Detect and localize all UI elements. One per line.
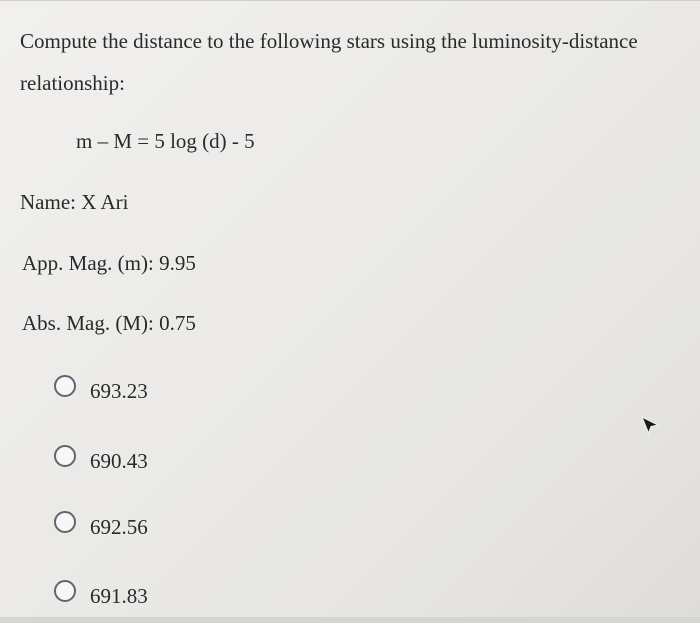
question-text-line1: Compute the distance to the following stars using the luminosity-distance (20, 29, 638, 53)
option-label: 690.43 (90, 449, 148, 473)
answer-option-2[interactable] (54, 440, 148, 472)
answer-option-4[interactable] (54, 575, 148, 607)
question-text-line2: relationship: (20, 71, 125, 95)
apparent-magnitude: App. Mag. (m): 9.95 (22, 251, 196, 275)
answer-option-3[interactable] (54, 506, 148, 538)
bottom-edge (0, 617, 700, 623)
star-name: Name: X Ari (20, 190, 129, 214)
absolute-magnitude: Abs. Mag. (M): 0.75 (22, 311, 196, 335)
top-divider (0, 0, 700, 7)
formula: m – M = 5 log (d) - 5 (76, 129, 255, 153)
answer-option-1[interactable] (54, 370, 148, 402)
radio-button-icon[interactable] (54, 375, 76, 397)
mouse-pointer-icon (638, 414, 662, 438)
option-label: 692.56 (90, 515, 148, 539)
radio-button-icon[interactable] (54, 445, 76, 467)
radio-button-icon[interactable] (54, 511, 76, 533)
radio-button-icon[interactable] (54, 580, 76, 602)
option-label: 693.23 (90, 379, 148, 403)
option-label: 691.83 (90, 584, 148, 608)
